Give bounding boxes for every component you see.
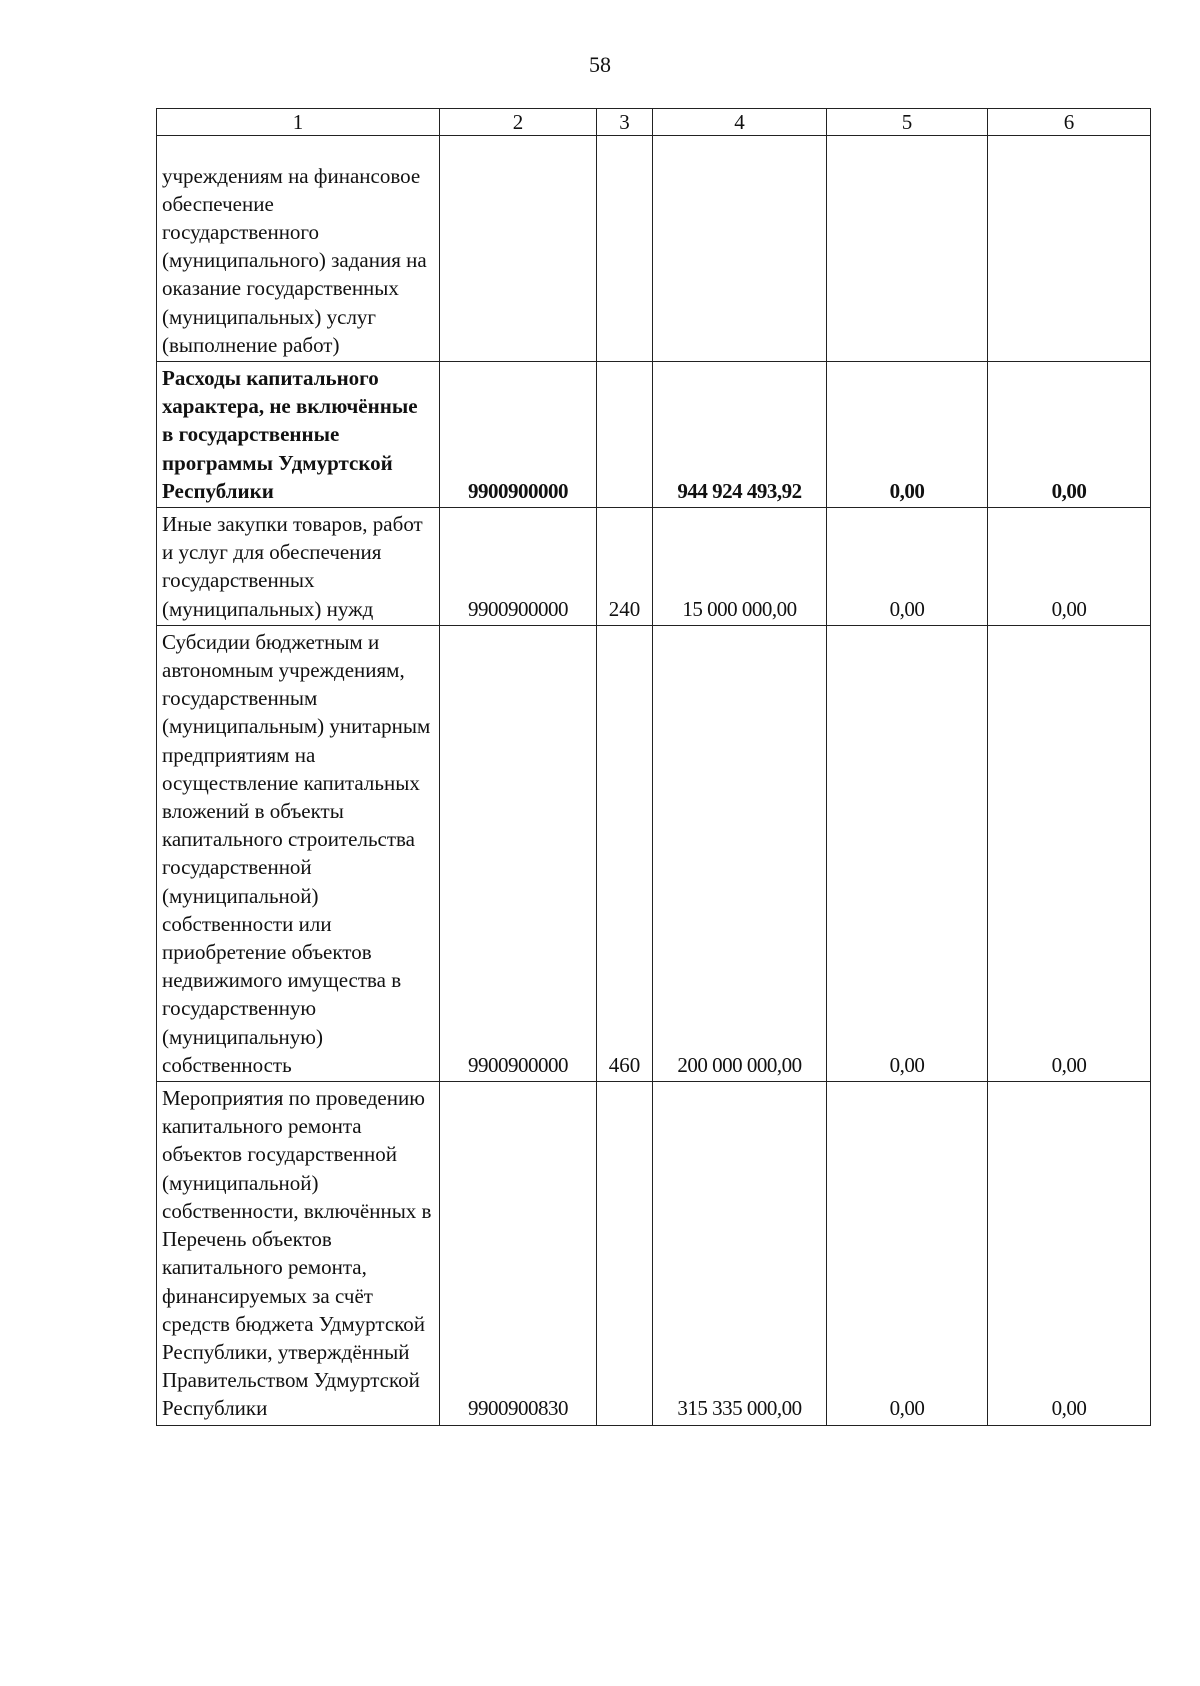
header-cell: 4 (653, 109, 827, 136)
row-col5: 0,00 (827, 508, 988, 626)
row-amount (653, 136, 827, 362)
header-row (157, 109, 1151, 136)
row-type (597, 362, 653, 508)
table-row (157, 362, 1151, 508)
header-cell: 1 (157, 109, 440, 136)
row-code: 9900900000 (440, 625, 597, 1081)
row-type: 240 (597, 508, 653, 626)
row-col6: 0,00 (988, 362, 1151, 508)
table-row (157, 508, 1151, 626)
row-col6 (988, 136, 1151, 362)
row-name: учреждениям на финансовое обеспечение государственного (муниципального) задания на оказание государственных (муниципальных) услуг (выполнение работ) (157, 136, 440, 362)
row-col6: 0,00 (988, 625, 1151, 1081)
table-row (157, 625, 1151, 1081)
table-row (157, 1082, 1151, 1425)
row-type: 460 (597, 625, 653, 1081)
header-cell: 3 (597, 109, 653, 136)
row-code: 9900900000 (440, 362, 597, 508)
row-col5 (827, 136, 988, 362)
table-row (157, 136, 1151, 362)
row-name: Мероприятия по проведению капитального ремонта объектов государственной (муниципальной) собственности, включённых в Перечень объектов капитального ремонта, финансируемых за счёт средств бюджета Удмуртской Республики, утверждённый Правительством Удмуртской Республики (157, 1082, 440, 1425)
row-type (597, 136, 653, 362)
row-col5: 0,00 (827, 362, 988, 508)
row-col5: 0,00 (827, 1082, 988, 1425)
header-cell: 2 (440, 109, 597, 136)
row-col6: 0,00 (988, 508, 1151, 626)
row-name: Субсидии бюджетным и автономным учреждениям, государственным (муниципальным) унитарным предприятиям на осуществление капитальных вложений в объекты капитального строительства государственной (муниципальной) собственности или приобретение объектов недвижимого имущества в государственную (муниципальную) собственность (157, 625, 440, 1081)
page-number: 58 (589, 52, 611, 77)
header-cell: 6 (988, 109, 1151, 136)
row-code (440, 136, 597, 362)
row-col6: 0,00 (988, 1082, 1151, 1425)
budget-table (156, 108, 1151, 1426)
header-cell: 5 (827, 109, 988, 136)
row-amount: 944 924 493,92 (653, 362, 827, 508)
row-name: Расходы капитального характера, не включённые в государственные программы Удмуртской Республики (157, 362, 440, 508)
row-code: 9900900000 (440, 508, 597, 626)
row-type (597, 1082, 653, 1425)
row-amount: 200 000 000,00 (653, 625, 827, 1081)
row-name: Иные закупки товаров, работ и услуг для обеспечения государственных (муниципальных) нужд (157, 508, 440, 626)
row-code: 9900900830 (440, 1082, 597, 1425)
row-amount: 15 000 000,00 (653, 508, 827, 626)
row-col5: 0,00 (827, 625, 988, 1081)
row-amount: 315 335 000,00 (653, 1082, 827, 1425)
